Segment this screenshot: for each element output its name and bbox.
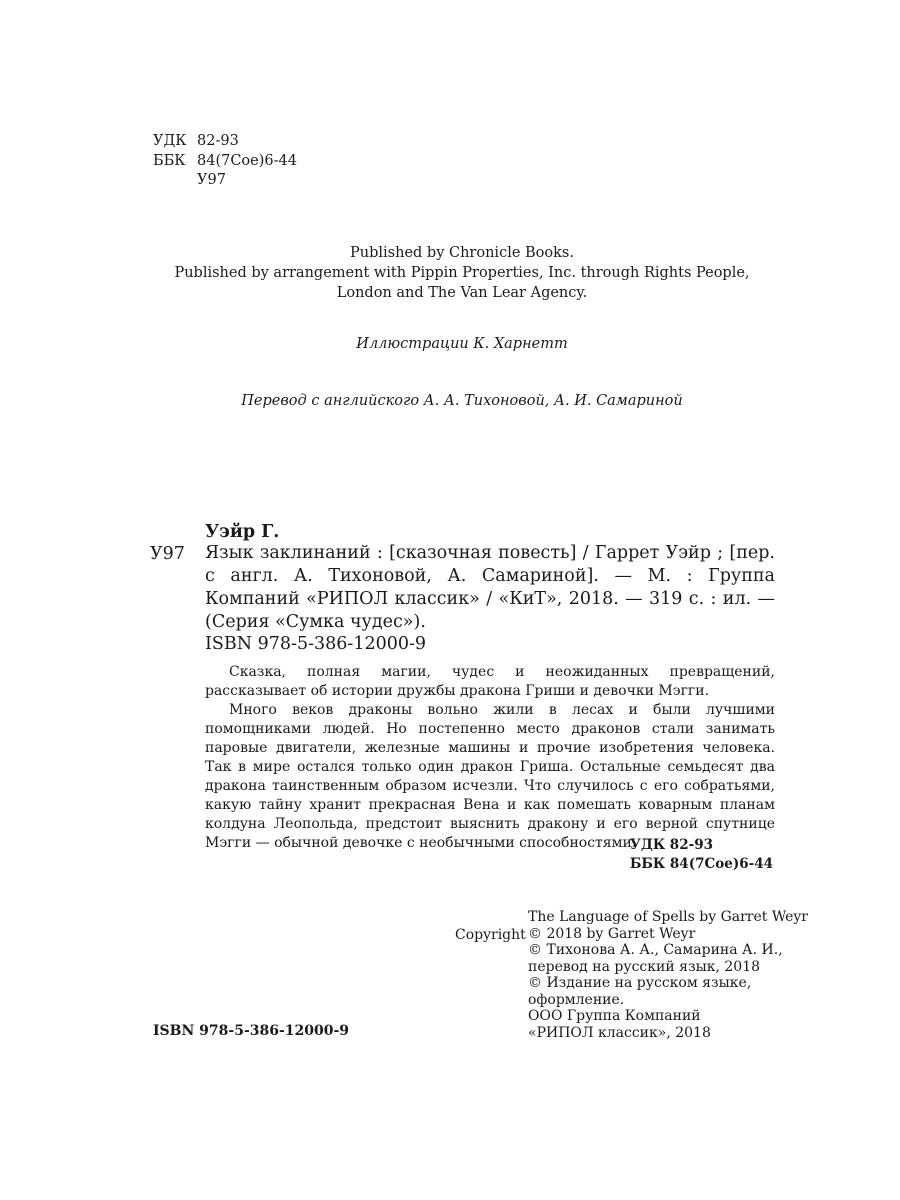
bibliographic-description: Язык заклинаний : [сказочная повесть] / Гаррет Уэйр ; [пер. с англ. А. Тихоновой, А. Самариной]. — М. : Группа Компаний «РИПОЛ классик» / «КиТ», 2018. — 319 с. : ил. — (Серия «Сумка чудес»).: [205, 543, 775, 632]
publisher-line-3: London and The Van Lear Agency.: [336, 285, 588, 301]
catalog-isbn: ISBN 978-5-386-12000-9: [205, 634, 427, 654]
author-mark: У97: [197, 172, 226, 188]
udk-row: [153, 132, 297, 152]
annotation-codes: [630, 836, 773, 874]
publisher-block: [150, 243, 774, 303]
bbk-label: ББК: [153, 152, 186, 169]
annotation-bbk: ББК 84(7Сое)6-44: [629, 856, 773, 872]
author-mark-row: [153, 171, 297, 191]
copyright-line-8: «РИПОЛ классик», 2018: [528, 1024, 711, 1041]
catalog-cutter: У97: [150, 544, 185, 564]
copyright-line-5: © Издание на русском языке,: [528, 975, 752, 991]
bbk-value: 84(7Сое)6-44: [197, 152, 297, 169]
annotation-udk: УДК 82-93: [629, 837, 713, 853]
copyright-line-1: The Language of Spells by Garret Weyr: [528, 909, 808, 925]
copyright-line-4: перевод на русский язык, 2018: [528, 958, 761, 975]
udk-value: 82-93: [197, 133, 239, 149]
copyright-label: Copyright: [455, 927, 526, 943]
classification-block: [153, 132, 297, 191]
copyright-line-2: © 2018 by Garret Weyr: [528, 925, 696, 942]
udk-label: УДК: [153, 133, 187, 149]
copyright-lines: [528, 909, 808, 1041]
isbn-bottom: ISBN 978-5-386-12000-9: [153, 1023, 350, 1039]
annotation: [205, 663, 775, 853]
copyright-line-7: ООО Группа Компаний: [528, 1008, 701, 1024]
translation-credit: Перевод с английского А. А. Тихоновой, А. И. Самариной: [241, 393, 683, 409]
annotation-paragraph-1: Сказка, полная магии, чудес и неожиданных превращений, рассказывает об истории дружбы дракона Гриши и девочки Мэгги.: [205, 664, 775, 699]
publisher-line-2: Published by arrangement with Pippin Properties, Inc. through Rights People,: [174, 265, 750, 281]
copyright-line-3: © Тихонова А. А., Самарина А. И.,: [528, 942, 783, 958]
annotation-paragraph-2: Много веков драконы вольно жили в лесах и были лучшими помощниками людей. Но постепенно место драконов стали занимать паровые двигатели, железные машины и прочие изобретения человека. Так в мире остался только один дракон Гриша. Остальные семьдесят два дракона таинственным образом исчезли. Что случилось с его собратьями, какую тайну хранит прекрасная Вена и как помешать коварным планам колдуна Леопольда, предстоит выяснить дракону и его верной спутнице Мэгги — обычной девочке с необычными способностями.: [205, 702, 775, 851]
copyright-line-6: оформление.: [528, 991, 625, 1008]
catalog-author-heading: Уэйр Г.: [205, 522, 280, 542]
illustrations-credit: Иллюстрации К. Харнетт: [356, 336, 568, 352]
bbk-row: [153, 152, 297, 172]
publisher-line-1: Published by Chronicle Books.: [350, 245, 574, 261]
